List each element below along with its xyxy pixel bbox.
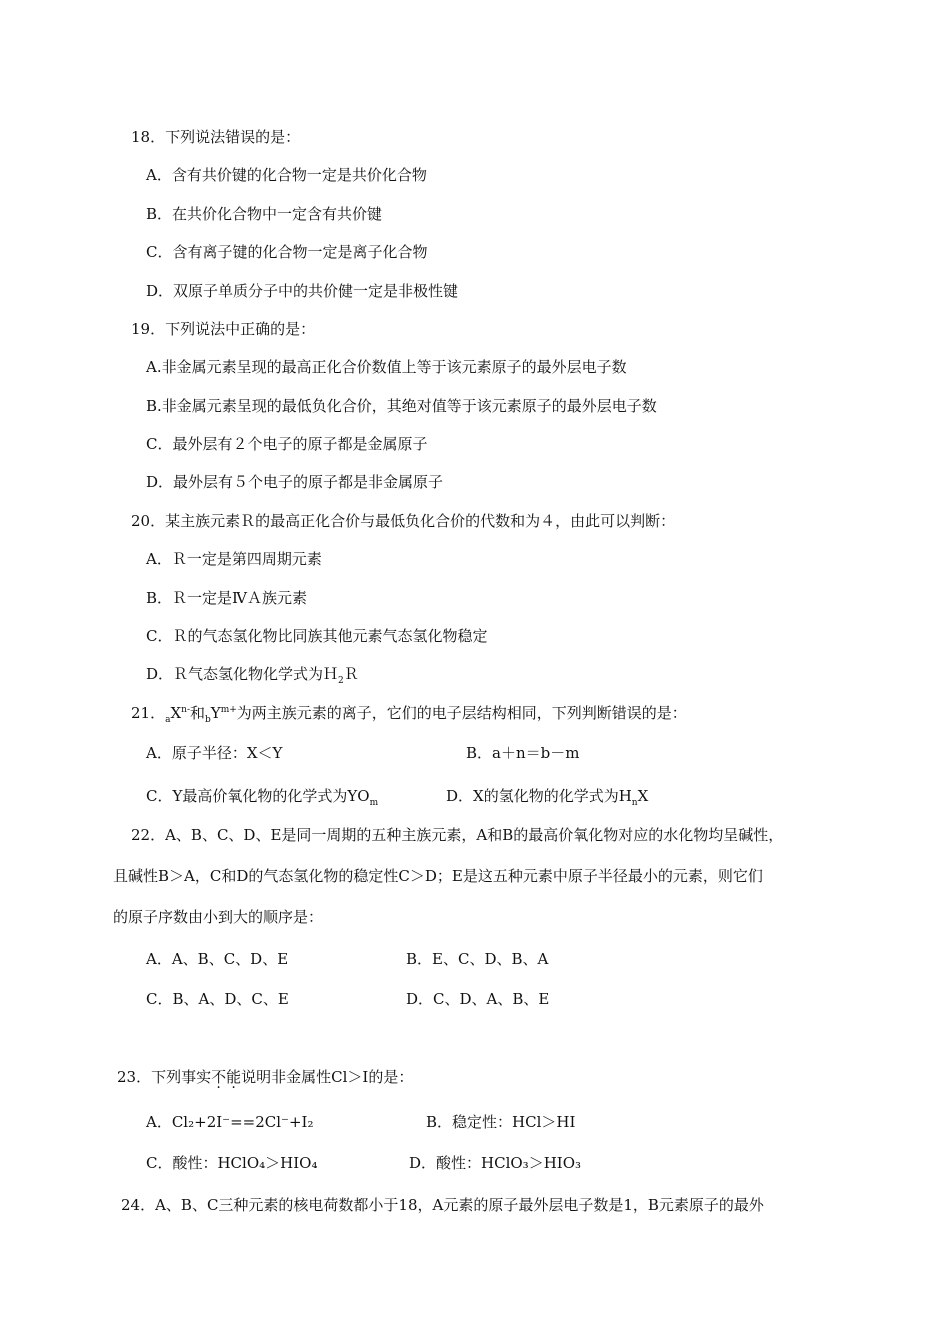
- q19-option-d: D．最外层有５个电子的原子都是非金属原子: [146, 473, 444, 491]
- q20-d-text: D．Ｒ气态氢化物化学式为Ｈ: [146, 665, 339, 683]
- q21-option-b: B．a＋n＝b－m: [466, 744, 580, 762]
- q21-stem: [131, 703, 687, 723]
- q21-c-text: C．Y最高价氧化物的化学式为YO: [146, 787, 370, 805]
- q20-option-b: B．Ｒ一定是ⅣＡ族元素: [146, 589, 308, 607]
- q23-emphasis-bu: 不: [211, 1068, 227, 1086]
- q22-option-b: B．E、C、D、B、A: [406, 950, 549, 968]
- q20-stem: 20．某主族元素Ｒ的最高正化合价与最低负化合价的代数和为４，由此可以判断：: [131, 512, 676, 530]
- q22-option-c: C．B、A、D、C、E: [146, 990, 289, 1008]
- q22-option-a: A．A、B、C、D、E: [146, 950, 289, 968]
- q21-y-sup: m+: [220, 705, 237, 715]
- q21-x: X: [170, 704, 182, 722]
- q21-d-sub: n: [631, 798, 638, 808]
- q22-option-d: D．C、D、A、B、E: [406, 990, 550, 1008]
- q21-num: 21．: [131, 704, 166, 722]
- q20-option-a: A．Ｒ一定是第四周期元素: [146, 550, 322, 568]
- q21-y: Y: [210, 704, 221, 722]
- q22-stem-line1: 22．A、B、C、D、E是同一周期的五种主族元素，A和B的最高价氧化物对应的水化物均呈碱性，: [131, 826, 784, 844]
- q18-option-d: D．双原子单质分子中的共价健一定是非极性键: [146, 282, 459, 300]
- q23-emphasis-neng: 能: [226, 1068, 242, 1086]
- q21-option-d: [446, 786, 648, 806]
- q23-option-b: B．稳定性：HCl＞HI: [426, 1113, 576, 1131]
- q23-stem-pre: 23．下列事实: [117, 1068, 212, 1086]
- q19-option-b: B.非金属元素呈现的最低负化合价，其绝对值等于该元素原子的最外层电子数: [146, 397, 657, 415]
- q18-stem: 18．下列说法错误的是：: [131, 128, 301, 146]
- q21-option-a: A．原子半径：X＜Y: [146, 744, 283, 762]
- q21-x-sup: n-: [181, 705, 190, 715]
- q20-d-sub: 2: [338, 676, 344, 686]
- q21-option-c: [146, 786, 378, 806]
- q23-stem-post: 说明非金属性Cl＞I的是：: [241, 1068, 414, 1086]
- q22-stem-line2: 且碱性B＞A，C和D的气态氢化物的稳定性C＞D；E是这五种元素中原子半径最小的元素，则它们: [113, 867, 763, 885]
- q23-stem: [117, 1067, 413, 1087]
- q18-option-b: B．在共价化合物中一定含有共价键: [146, 205, 383, 223]
- q22-stem-line3: 的原子序数由小到大的顺序是：: [113, 908, 324, 926]
- q21-stem-rest: 为两主族元素的离子，它们的电子层结构相同，下列判断错误的是：: [236, 704, 687, 722]
- q19-option-c: C．最外层有２个电子的原子都是金属原子: [146, 435, 428, 453]
- q21-he: 和: [190, 704, 206, 722]
- q18-option-a: A．含有共价键的化合物一定是共价化合物: [146, 166, 427, 184]
- q20-option-c: C．Ｒ的气态氢化物比同族其他元素气态氢化物稳定: [146, 627, 488, 645]
- q19-stem: 19．下列说法中正确的是：: [131, 320, 316, 338]
- q23-option-a: A．Cl₂+2I⁻==2Cl⁻+I₂: [146, 1113, 314, 1131]
- q21-d-text: D．X的氢化物的化学式为H: [446, 787, 632, 805]
- q21-b-sub: b: [205, 715, 211, 725]
- q23-option-c: C．酸性：HClO₄＞HIO₄: [146, 1154, 318, 1172]
- q19-option-a: A.非金属元素呈现的最高正化合价数值上等于该元素原子的最外层电子数: [146, 358, 627, 376]
- q20-d-post: Ｒ: [343, 665, 359, 683]
- q21-c-sub: m: [369, 798, 379, 808]
- q18-option-c: C．含有离子键的化合物一定是离子化合物: [146, 243, 428, 261]
- q21-a-sub: a: [165, 715, 171, 725]
- q21-d-post: X: [637, 787, 649, 805]
- q24-stem-line1: 24．A、B、C三种元素的核电荷数都小于18，A元素的原子最外层电子数是1，B元素原子的最外: [121, 1196, 764, 1214]
- q23-option-d: D．酸性：HClO₃＞HIO₃: [409, 1154, 582, 1172]
- q20-option-d: [146, 664, 359, 684]
